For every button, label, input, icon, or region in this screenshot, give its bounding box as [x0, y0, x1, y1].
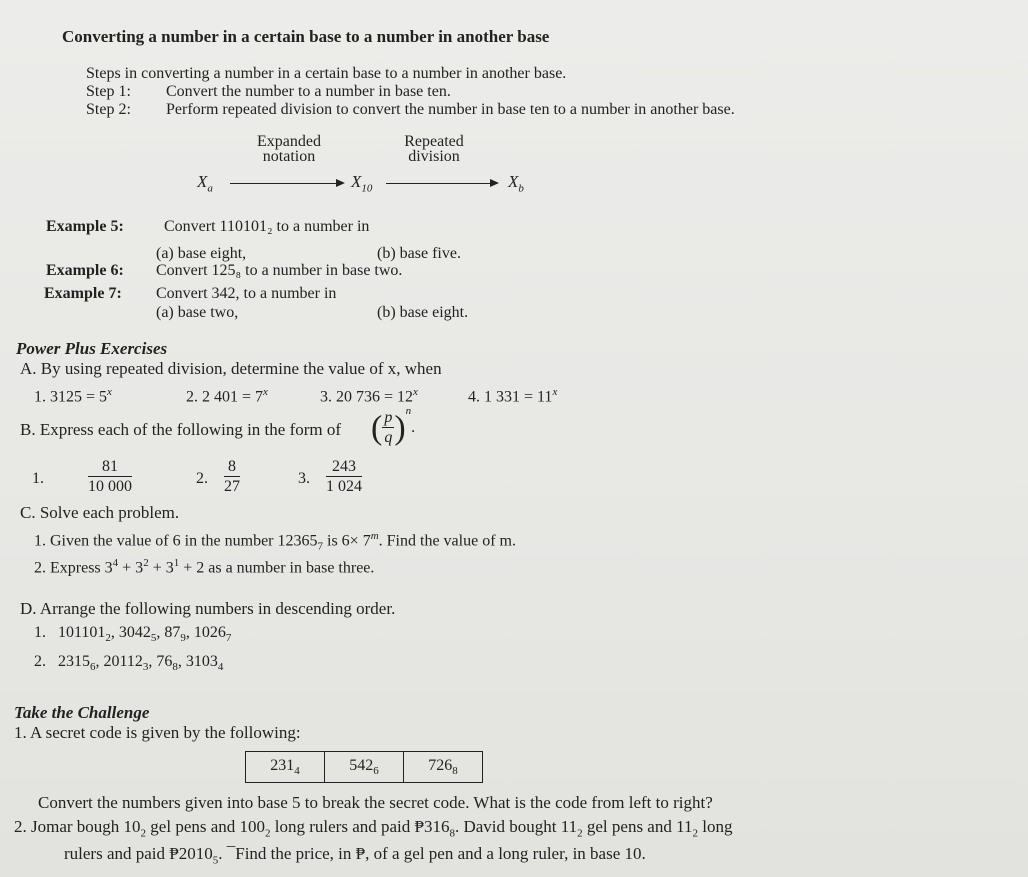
challenge-2-line-2: rulers and paid $₱2010_5$. ¯Find the price, in ₱, of a gel pen and a long ruler, in base 10. [64, 844, 646, 867]
challenge-2-line-1: 2. Jomar bough $10_2$ gel pens and $100_2$ long rulers and paid $₱316_8$. David bought $11_2$ gel pens and $11_2$ long [14, 817, 733, 840]
section-b-item-3-label: 3. [298, 470, 310, 487]
diagram-node-b: $X_b$ [508, 172, 524, 195]
example5-label: Example 5: [46, 218, 124, 235]
section-b-item-1-fraction: $\frac{81}{10 000}$ [88, 458, 132, 495]
section-c-item-2: 2. Express $3^4 + 3^2 + 3^1 + 2$ as a number in base three. [34, 557, 375, 577]
diagram-arrow-1 [230, 183, 338, 184]
challenge-1-text: 1. A secret code is given by the following: [14, 723, 301, 742]
section-b-item-2-label: 2. [196, 470, 208, 487]
section-b-form: ( $\frac{p}{q}$ )$^n$. [371, 404, 416, 447]
example7-label: Example 7: [44, 285, 122, 302]
diagram-arrowhead-1 [336, 179, 345, 187]
section-b-item-3-fraction: $\frac{243}{1 024}$ [326, 458, 362, 495]
example7-part-a: (a) base two, [156, 304, 239, 321]
example7-text: Convert 342, to a number in [156, 285, 337, 302]
intro-text: Steps in converting a number in a certain base to a number in another base. [86, 65, 567, 82]
challenge-1-question: Convert the numbers given into base 5 to break the secret code. What is the code from left to right? [38, 793, 713, 812]
secret-code-cell-1: $231_4$ [246, 752, 325, 783]
diagram-label-expanded: Expanded notation [257, 133, 321, 165]
section-b-item-2-fraction: $\frac{8}{27}$ [224, 458, 240, 495]
example5-text: Convert 110101₂ to a number in [164, 218, 370, 235]
example6-text: Convert 125₈ to a number in base two. [156, 262, 403, 279]
section-a-item-4: 4. 1 $331 = 11^x$ [468, 386, 558, 406]
example5-part-b: (b) base five. [377, 245, 461, 262]
section-a-item-3: 3. 20 $736 = 12^x$ [320, 386, 418, 406]
section-a-item-2: 2. 2 $401 = 7^x$ [186, 386, 268, 406]
example7-part-b: (b) base eight. [377, 304, 469, 321]
section-d-item-2: 2. $2315_6$, $20112_3$, $76_8$, $3103_4$ [34, 653, 224, 674]
diagram-arrowhead-2 [490, 179, 499, 187]
section-b-heading: B. Express each of the following in the form of [20, 420, 342, 439]
step1-label: Step 1: [86, 83, 131, 100]
page-title: Converting a number in a certain base to a number in another base [62, 27, 550, 46]
diagram-node-10: $X_{10}$ [351, 172, 373, 195]
section-d-heading: D. Arrange the following numbers in descending order. [20, 599, 396, 618]
section-d-item-1: 1. $101101_2$, $3042_5$, $87_9$, $1026_7$ [34, 624, 232, 645]
step1-text: Convert the number to a number in base ten. [166, 83, 451, 100]
step2-label: Step 2: [86, 101, 131, 118]
section-a-heading: A. By using repeated division, determine the value of x, when [20, 359, 442, 378]
secret-code-table [245, 751, 483, 783]
section-b-item-1-label: 1. [32, 470, 44, 487]
diagram-label-repeated: Repeated division [404, 133, 464, 165]
diagram-arrow-2 [386, 183, 492, 184]
section-c-heading: C. Solve each problem. [20, 503, 180, 522]
example5-part-a: (a) base eight, [156, 245, 247, 262]
section-a-item-1: 1. $3125 = 5^x$ [34, 386, 112, 406]
diagram-node-a: $X_a$ [197, 172, 213, 195]
section-c-item-1: 1. Given the value of 6 in the number $12365_7$ is $6\times 7^m$. Find the value of m. [34, 530, 516, 553]
secret-code-cell-2: $542_6$ [325, 752, 404, 783]
secret-code-cell-3: $726_8$ [404, 752, 483, 783]
example6-label: Example 6: [46, 262, 124, 279]
step2-text: Perform repeated division to convert the number in base ten to a number in another base. [166, 101, 735, 118]
challenge-title: Take the Challenge [14, 703, 150, 722]
exercises-title: Power Plus Exercises [16, 339, 168, 358]
